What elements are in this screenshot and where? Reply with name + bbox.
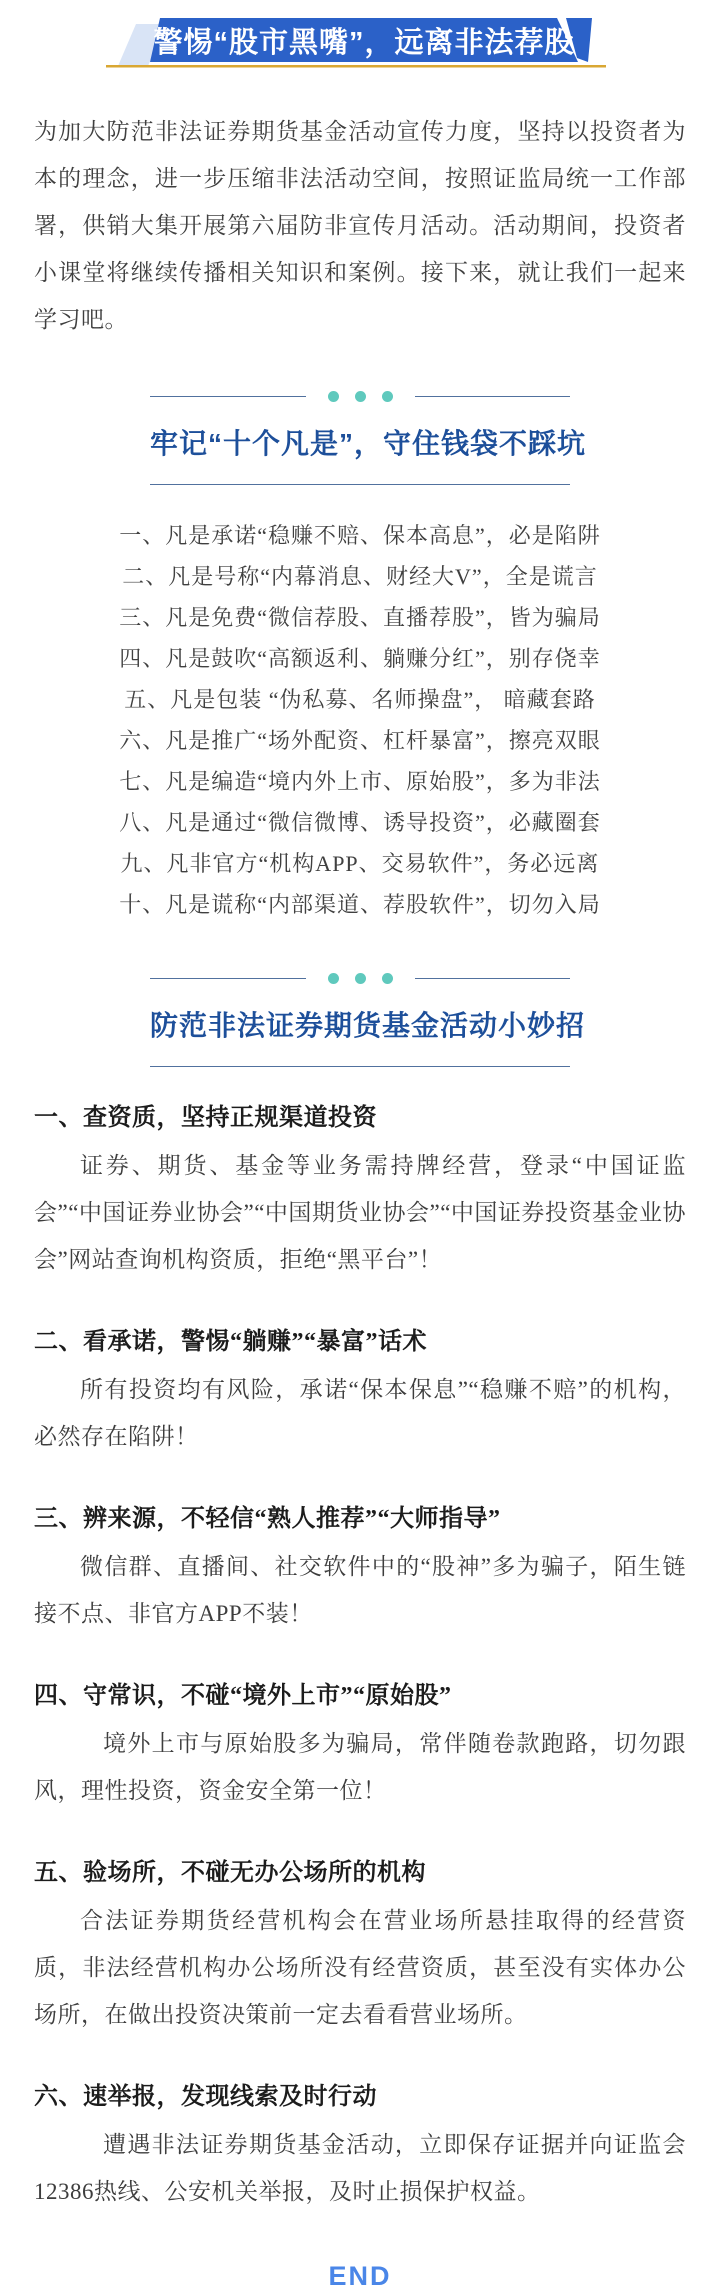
tips-section [34,1097,686,2215]
section1-header [150,391,587,485]
tip-block [34,1321,686,1460]
tip-block [34,1498,686,1637]
list-item: 七、凡是编造“境内外上市、原始股”，多为非法 [119,769,601,794]
tip-block [34,2076,686,2215]
tip-block [34,1097,686,1283]
tip-body: 所有投资均有风险，承诺“保本保息”“稳赚不赔”的机构，必然存在陷阱！ [34,1377,686,1449]
section1-title: 牢记“十个凡是”，守住钱袋不踩坑 [150,428,587,459]
divider-line [150,396,306,397]
tip-body: 境外上市与原始股多为骗局，常伴随卷款跑路，切勿跟风，理性投资，资金安全第一位！ [34,1731,686,1803]
divider-line [415,978,571,979]
tip-body: 合法证券期货经营机构会在营业场所悬挂取得的经营资质，非法经营机构办公场所没有经营资质，甚至没有实体办公场所，在做出投资决策前一定去看看营业场所。 [34,1908,686,2027]
tip-block [34,1675,686,1814]
dot-icon [382,391,393,402]
dot-icon [355,391,366,402]
dots-ornament-icon [328,973,393,984]
divider-line [415,396,571,397]
tip-heading: 二、看承诺，警惕“躺赚”“暴富”话术 [34,1329,427,1355]
section2-header [150,973,586,1067]
dots-ornament-icon [328,391,393,402]
dot-icon [328,391,339,402]
end-label: END [328,2261,392,2291]
list-item: 三、凡是免费“微信荐股、直播荐股”，皆为骗局 [119,605,601,630]
tip-block [34,1852,686,2038]
divider-line [150,484,570,485]
list-item: 十、凡是谎称“内部渠道、荐股软件”，切勿入局 [119,892,601,917]
tip-heading: 一、查资质，坚持正规渠道投资 [34,1105,377,1131]
list-item: 五、凡是包装 “伪私募、名师操盘”， 暗藏套路 [124,687,596,712]
intro-paragraph: 为加大防范非法证券期货基金活动宣传力度，坚持以投资者为本的理念，进一步压缩非法活动空间，按照证监局统一工作部署，供销大集开展第六届防非宣传月活动。活动期间，投资者小课堂将继续传播相关知识和案例。接下来，就让我们一起来学习吧。 [34,118,686,332]
divider-line [150,1066,570,1067]
section2-title: 防范非法证券期货基金活动小妙招 [150,1010,586,1041]
tip-body: 遭遇非法证券期货基金活动，立即保存证据并向证监会12386热线、公安机关举报，及时止损保护权益。 [34,2132,686,2204]
list-item: 一、凡是承诺“稳赚不赔、保本高息”，必是陷阱 [119,523,601,548]
page-banner [0,8,720,74]
list-item: 六、凡是推广“场外配资、杠杆暴富”，擦亮双眼 [119,728,601,753]
tip-heading: 三、辨来源，不轻信“熟人推荐”“大师指导” [34,1506,501,1532]
tip-body: 证券、期货、基金等业务需持牌经营，登录“中国证监会”“中国证券业协会”“中国期货业协会”“中国证券投资基金业协会”网站查询机构资质，拒绝“黑平台”！ [34,1153,686,1272]
list-item: 二、凡是号称“内幕消息、财经大V”，全是谎言 [122,564,598,589]
banner-underline [106,65,606,68]
dot-icon [355,973,366,984]
list-item: 八、凡是通过“微信微博、诱导投资”，必藏圈套 [119,810,601,835]
divider-line [150,978,306,979]
list-item: 九、凡非官方“机构APP、交易软件”，务必远离 [120,851,600,876]
list-item: 四、凡是鼓吹“高额返利、躺赚分红”，别存侥幸 [119,646,601,671]
page-title: 警惕“股市黑嘴”，远离非法荐股 [153,26,575,59]
tip-heading: 四、守常识，不碰“境外上市”“原始股” [34,1683,452,1709]
article-footer [0,2261,720,2292]
ten-rules-list [0,515,720,925]
dot-icon [328,973,339,984]
tip-body: 微信群、直播间、社交软件中的“股神”多为骗子，陌生链接不点、非官方APP不装！ [34,1554,686,1626]
dot-icon [382,973,393,984]
tip-heading: 五、验场所，不碰无办公场所的机构 [34,1860,426,1886]
tip-heading: 六、速举报，发现线索及时行动 [34,2084,377,2110]
